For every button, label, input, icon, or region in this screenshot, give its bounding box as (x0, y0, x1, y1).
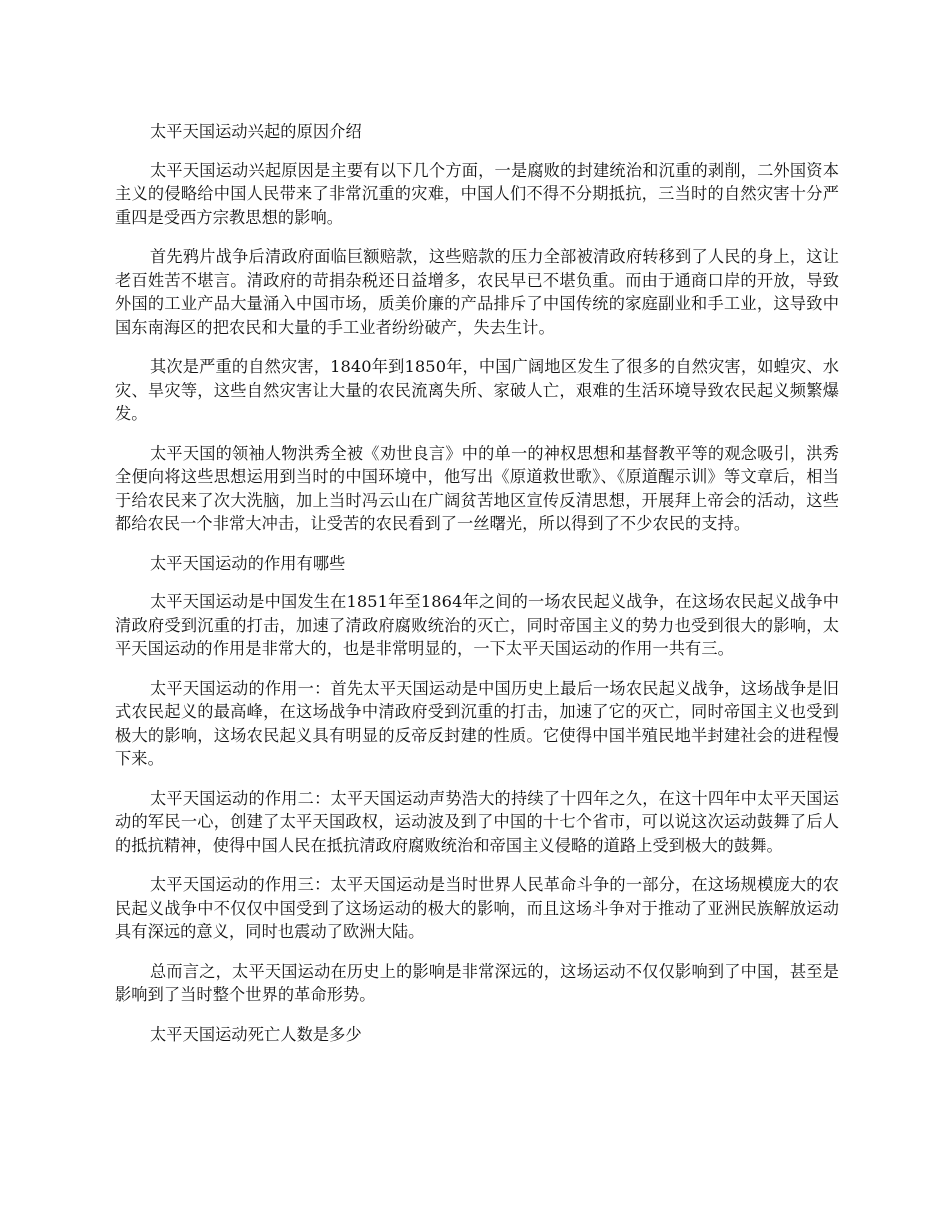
section-heading-causes: 太平天国运动兴起的原因介绍 (150, 122, 362, 141)
section-heading-death-toll: 太平天国运动死亡人数是多少 (150, 1024, 362, 1044)
paragraph-effect-one: 太平天国运动的作用一：首先太平天国运动是中国历史上最后一场农民起义战争，这场战争是旧式农民起义的最高峰，在这场战争中清政府受到沉重的打击，加速了它的灭亡，同时帝国主义也受到极大的影响，这场农民起义具有明显的反帝反封建的性质。它使得中国半殖民地半封建社会的进程慢下来。 (115, 678, 839, 768)
paragraph-causes-summary: 太平天国运动兴起原因是主要有以下几个方面，一是腐败的封建统治和沉重的剥削，二外国资本主义的侵略给中国人民带来了非常沉重的灾难，中国人们不得不分期抵抗，三当时的自然灾害十分严重四是受西方宗教思想的影响。 (115, 160, 839, 227)
paragraph-natural-disasters: 其次是严重的自然灾害，1840年到1850年，中国广阔地区发生了很多的自然灾害，如蝗灾、水灾、旱灾等，这些自然灾害让大量的农民流离失所、家破人亡，艰难的生活环境导致农民起义频繁爆发。 (115, 357, 839, 423)
section-heading-effects: 太平天国运动的作用有哪些 (150, 553, 346, 573)
paragraph-effect-three: 太平天国运动的作用三：太平天国运动是当时世界人民革命斗争的一部分，在这场规模庞大的农民起义战争中不仅仅中国受到了这场运动的极大的影响，而且这场斗争对于推动了亚洲民族解放运动具有深远的意义，同时也震动了欧洲大陆。 (115, 875, 839, 941)
paragraph-effects-intro: 太平天国运动是中国发生在1851年至1864年之间的一场农民起义战争，在这场农民起义战争中清政府受到沉重的打击，加速了清政府腐败统治的灭亡，同时帝国主义的势力也受到很大的影响，太平天国运动的作用是非常大的，也是非常明显的，一下太平天国运动的作用一共有三。 (115, 592, 839, 658)
paragraph-religious-influence: 太平天国的领袖人物洪秀全被《劝世良言》中的单一的神权思想和基督教平等的观念吸引，洪秀全便向将这些思想运用到当时的中国环境中，他写出《原道救世歌》、《原道醒示训》等文章后，相当于给农民来了次大洗脑，加上当时冯云山在广阔贫苦地区宣传反清思想，开展拜上帝会的活动，这些都给农民一个非常大冲击，让受苦的农民看到了一丝曙光，所以得到了不少农民的支持。 (115, 443, 839, 533)
document-body (115, 120, 839, 1061)
paragraph-conclusion: 总而言之，太平天国运动在历史上的影响是非常深远的，这场运动不仅仅影响到了中国，甚至是影响到了当时整个世界的革命形势。 (115, 961, 839, 1004)
paragraph-indemnity-and-trade: 首先鸦片战争后清政府面临巨额赔款，这些赔款的压力全部被清政府转移到了人民的身上，这让老百姓苦不堪言。清政府的苛捐杂税还日益增多，农民早已不堪负重。而由于通商口岸的开放，导致外国的工业产品大量涌入中国市场，质美价廉的产品排斥了中国传统的家庭副业和手工业，这导致中国东南海区的把农民和大量的手工业者纷纷破产，失去生计。 (115, 247, 839, 337)
paragraph-effect-two: 太平天国运动的作用二：太平天国运动声势浩大的持续了十四年之久，在这十四年中太平天国运动的军民一心，创建了太平天国政权，运动波及到了中国的十七个省市，可以说这次运动鼓舞了后人的抵抗精神，使得中国人民在抵抗清政府腐败统治和帝国主义侵略的道路上受到极大的鼓舞。 (115, 788, 839, 855)
